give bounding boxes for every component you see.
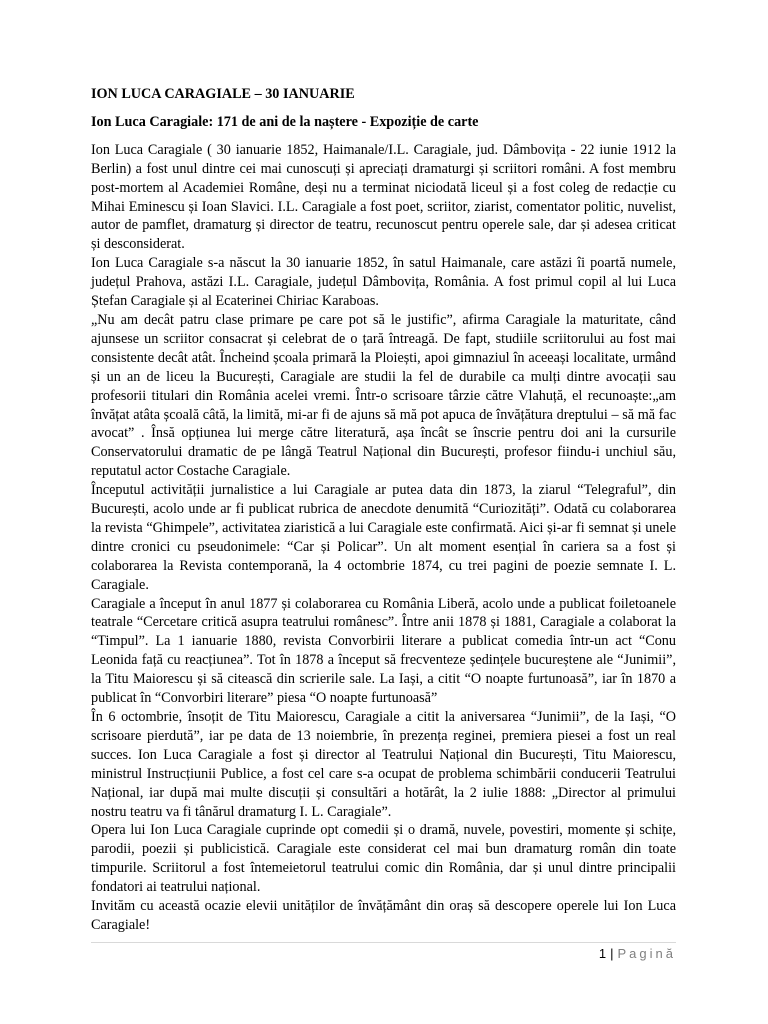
footer-separator: | bbox=[610, 946, 614, 961]
paragraph-journalism: Începutul activității jurnalistice a lui Caragiale ar putea data din 1873, la ziarul “Telegraful”, din București, acolo unde ar fi publicat rubrica de anecdote denumită “Curiozități”. Odată cu colaborarea la revista “Ghimpele”, activitatea ziaristică a lui Caragiale este confirmată. Aici și-ar fi semnat și unele dintre cronici cu pseudonimele: “Car și Policar”. Un alt moment esențial în cariera sa a fost și colaborarea la Revista contemporană, la 4 octombrie 1874, cu trei pagini de poezie semnate I. L. Caragiale. bbox=[91, 482, 676, 593]
paragraph-invitation: Invităm cu această ocazie elevii unităților de învățământ din oraș să descopere operele lui Ion Luca Caragiale! bbox=[91, 898, 676, 933]
document-body bbox=[91, 85, 676, 935]
paragraph-junimea: În 6 octombrie, însoțit de Titu Maiorescu, Caragiale a citit la aniversarea “Junimii”, de la Iași, “O scrisoare pierdută”, iar pe data de 13 noiembrie, în prezența reginei, premiera piesei a fost un real succes. Ion Luca Caragiale a fost și director al Teatrului Național din București, Titu Maiorescu, ministrul Instrucțiunii Publice, a fost cel care s-a ocupat de problema schimbării conducerii Teatrului Național, iar după mai multe discuții și consultări a hotărât, la 2 iulie 1888: „Director al primului nostru teatru va fi tânărul dramaturg I. L. Caragiale”. bbox=[91, 709, 676, 820]
paragraph-birth: Ion Luca Caragiale s-a născut la 30 ianuarie 1852, în satul Haimanale, care astăzi îi poartă numele, județul Prahova, astăzi I.L. Caragiale, județul Dâmbovița, România. A fost primul copil al lui Luca Ștefan Caragiale și al Ecaterinei Chiriac Karaboas. bbox=[91, 255, 676, 310]
document-title: ION LUCA CARAGIALE – 30 IANUARIE bbox=[91, 86, 355, 102]
paragraph-works: Opera lui Ion Luca Caragiale cuprinde opt comedii și o dramă, nuvele, povestiri, momente și schițe, parodii, poezii și publicistică. Caragiale este considerat cel mai bun dramaturg român din toate timpurile. Scriitorul a fost întemeietorul teatrului comic din România, dar și unul dintre principalii fondatori ai teatrului național. bbox=[91, 822, 676, 896]
page-footer bbox=[599, 946, 676, 961]
footer-divider bbox=[91, 942, 676, 943]
paragraph-intro: Ion Luca Caragiale ( 30 ianuarie 1852, Haimanale/I.L. Caragiale, jud. Dâmbovița - 22 iunie 1912 la Berlin) a fost unul dintre cei mai cunoscuți și apreciați dramaturgi și scriitori români. A fost membru post-mortem al Academiei Române, deși nu a terminat niciodată liceul și a fost coleg de redacție cu Mihai Eminescu și Ioan Slavici. I.L. Caragiale a fost poet, scriitor, ziarist, comentator politic, nuvelist, autor de pamflet, dramaturg și director de teatru, recunoscut pentru operele sale, dar și adesea criticat și desconsiderat. bbox=[91, 141, 676, 253]
document-subtitle: Ion Luca Caragiale: 171 de ani de la naștere - Expoziție de carte bbox=[91, 113, 479, 130]
paragraph-romania-libera: Caragiale a început în anul 1877 și colaborarea cu România Liberă, acolo unde a publicat foiletoanele teatrale “Cercetare critică asupra teatrului românesc”. Între anii 1878 și 1881, Caragiale a colaborat la “Timpul”. La 1 ianuarie 1880, revista Convorbirii literare a publicat comedia într-un act “Conu Leonida față cu reacțiunea”. Tot în 1878 a început să frecventeze ședințele bucureștene ale “Junimii”, la Titu Maiorescu și să citească din scrierile sale. La Iași, a citit “O noapte furtunoasă”, iar în 1870 a publicat în “Convorbiri literare” piesa “O noapte furtunoasă” bbox=[91, 595, 676, 707]
page-word: Pagină bbox=[617, 946, 676, 961]
page-number: 1 bbox=[598, 946, 607, 961]
paragraph-education: „Nu am decât patru clase primare pe care pot să le justific”, afirma Caragiale la maturitate, când ajunsese un scriitor consacrat și celebrat de o țară întreagă. De fapt, studiile scriitorului au fost mai consistente decât atât. Încheind școala primară la Ploiești, apoi gimnaziul în aceeași localitate, urmând și un an de liceu la București, Caragiale are studii la fel de durabile ca mulți dintre avocații sau profesorii titulari din România acelei vremi. Într-o scrisoare târzie către Vlahuță, el recunoaște:„am învățat atâta școală câtă, la limită, mi-ar fi de ajuns să mă pot apuca de învățătura dreptului – să mă fac avocat” . Însă opțiunea lui merge către literatură, așa încât se înscrie pentru doi ani la cursurile Conservatorului dramatic de pe lângă Teatrul Național din București, profesor fiindu-i unchiul său, reputatul actor Costache Caragiale. bbox=[91, 311, 676, 480]
